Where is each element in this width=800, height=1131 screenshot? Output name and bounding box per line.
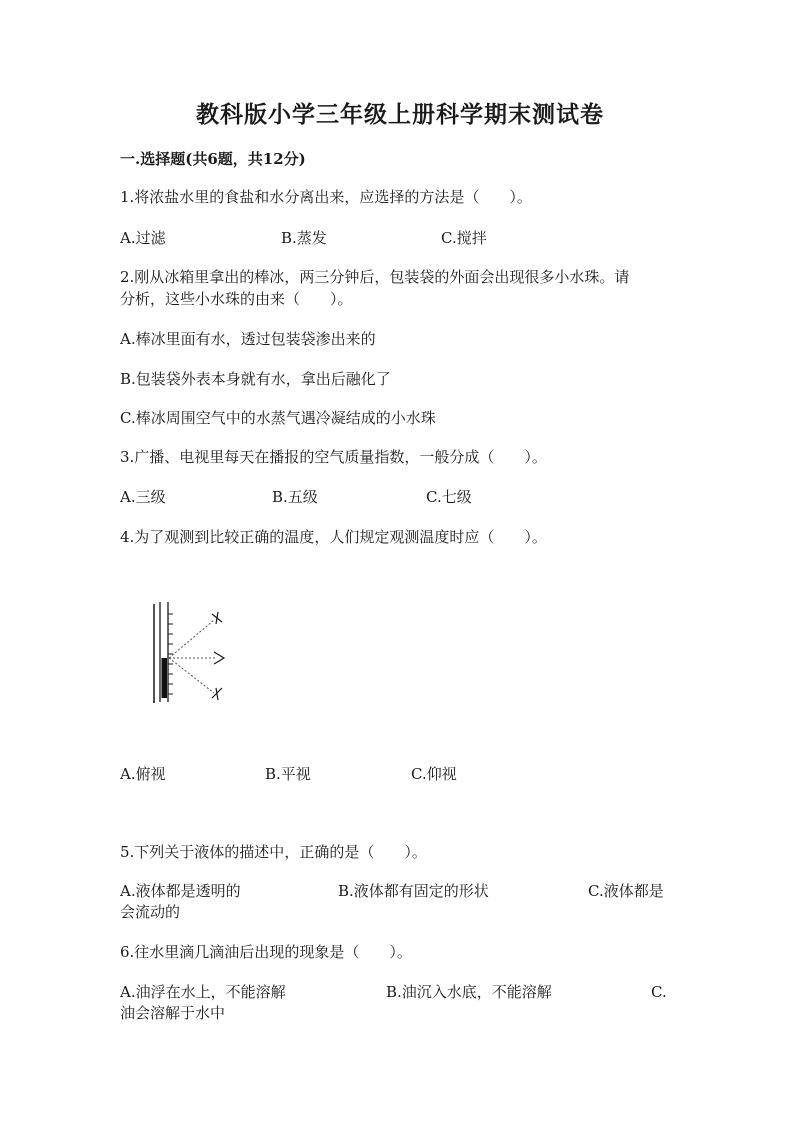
question-5-option-c[interactable]: C.液体都是	[588, 882, 664, 900]
question-3-option-b[interactable]: B.五级	[272, 488, 318, 506]
question-6-option-a[interactable]: A.油浮在水上，不能溶解	[120, 983, 286, 1001]
question-4-stem: 4.为了观测到比较正确的温度，人们规定观测温度时应（ ）。	[120, 528, 547, 546]
question-1-option-b[interactable]: B.蒸发	[281, 229, 327, 247]
question-2-option-a[interactable]: A.棒冰里面有水，透过包装袋渗出来的	[120, 330, 376, 348]
liquid-column	[162, 658, 168, 698]
question-1-option-a[interactable]: A.过滤	[120, 229, 166, 247]
question-3-option-c[interactable]: C.七级	[426, 488, 472, 506]
question-3-stem: 3.广播、电视里每天在播报的空气质量指数，一般分成（ ）。	[120, 448, 547, 466]
question-6-stem: 6.往水里滴几滴油后出现的现象是（ ）。	[120, 943, 412, 961]
question-6-option-c[interactable]: C.	[651, 983, 667, 1001]
tube-base-dot	[153, 701, 155, 703]
question-4-option-a[interactable]: A.俯视	[120, 765, 166, 783]
question-1-stem: 1.将浓盐水里的食盐和水分离出来，应选择的方法是（ ）。	[120, 188, 532, 206]
question-5-option-a[interactable]: A.液体都是透明的	[120, 882, 241, 900]
question-6-option-c-wrap: 油会溶解于水中	[120, 1004, 226, 1022]
eye-icon-middle	[214, 652, 224, 664]
question-5-option-b[interactable]: B.液体都有固定的形状	[338, 882, 489, 900]
eye-icon-top	[212, 612, 222, 624]
page-title: 教科版小学三年级上册科学期末测试卷	[196, 101, 604, 128]
question-6-option-b[interactable]: B.油沉入水底，不能溶解	[386, 983, 552, 1001]
question-5-option-c-wrap: 会流动的	[120, 903, 181, 921]
question-4-option-c[interactable]: C.仰视	[411, 765, 457, 783]
question-2-stem-line-1: 2.刚从冰箱里拿出的棒冰，两三分钟后，包装袋的外面会出现很多小水珠。请	[120, 268, 630, 286]
question-2-option-c[interactable]: C.棒冰周围空气中的水蒸气遇冷凝结成的小水珠	[120, 409, 436, 427]
question-3-option-a[interactable]: A.三级	[120, 488, 166, 506]
question-1-option-c[interactable]: C.搅拌	[441, 229, 487, 247]
section-heading: 一.选择题(共6题，共12分)	[120, 150, 306, 168]
question-2-stem-line-2: 分析，这些小水珠的由来（ ）。	[120, 290, 353, 308]
thermometer-figure	[148, 598, 238, 708]
eye-icon-bottom	[212, 688, 222, 700]
question-5-stem: 5.下列关于液体的描述中，正确的是（ ）。	[120, 843, 427, 861]
eye-icons	[212, 612, 224, 700]
question-4-option-b[interactable]: B.平视	[265, 765, 311, 783]
question-2-option-b[interactable]: B.包装袋外表本身就有水，拿出后融化了	[120, 370, 391, 388]
scale-ticks	[168, 614, 173, 694]
sight-lines	[169, 620, 216, 693]
